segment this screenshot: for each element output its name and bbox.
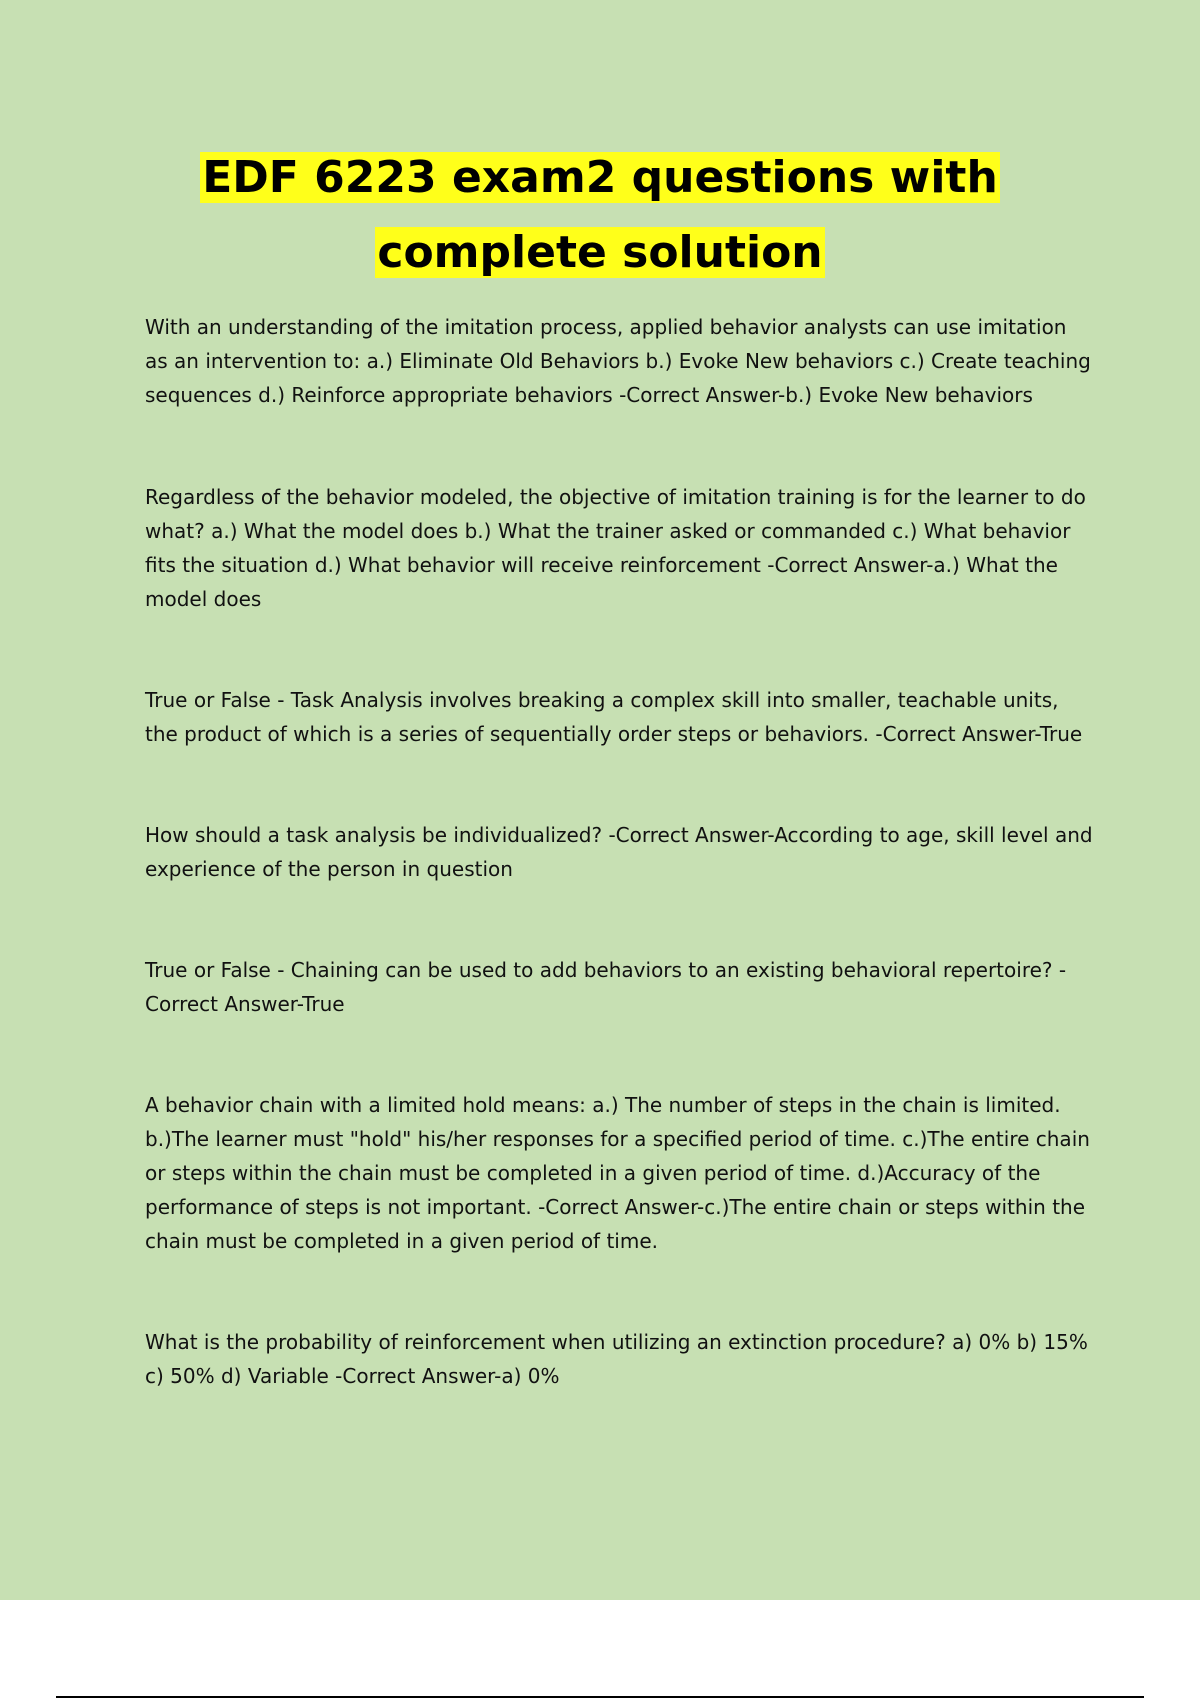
footer-divider: [56, 1696, 1144, 1698]
question-7: What is the probability of reinforcement when utilizing an extinction procedure? a) 0% b) 15% c) 50% d) Variable -Correct Answer-a) 0%: [145, 1330, 1088, 1388]
question-3: True or False - Task Analysis involves breaking a complex skill into smaller, teachable units, the product of which is a series of sequentially order steps or behaviors. -Correct Answer-True: [145, 688, 1083, 746]
question-5: True or False - Chaining can be used to add behaviors to an existing behavioral repertoire? -Correct Answer-True: [145, 958, 1067, 1016]
question-1: With an understanding of the imitation process, applied behavior analysts can use imitation as an intervention to: a.) Eliminate Old Behaviors b.) Evoke New behaviors c.) Create teaching sequences d.) Reinforce appropriate behaviors -Correct Answer-b.) Evoke New behaviors: [145, 315, 1091, 407]
document-title: [100, 140, 1100, 290]
question-2: Regardless of the behavior modeled, the objective of imitation training is for the learner to do what? a.) What the model does b.) What the trainer asked or commanded c.) What behavior fits the situation d.) What behavior will receive reinforcement -Correct Answer-a.) What the model does: [145, 485, 1086, 611]
question-4: How should a task analysis be individualized? -Correct Answer-According to age, skill level and experience of the person in question: [145, 823, 1093, 881]
title-highlight: EDF 6223 exam2 questions with complete solution: [202, 152, 998, 278]
question-6: A behavior chain with a limited hold means: a.) The number of steps in the chain is limited. b.)The learner must "hold" his/her responses for a specified period of time. c.)The entire chain or steps within the chain must be completed in a given period of time. d.)Accuracy of the performance of steps is not important. -Correct Answer-c.)The entire chain or steps within the chain must be completed in a given period of time.: [145, 1093, 1090, 1253]
